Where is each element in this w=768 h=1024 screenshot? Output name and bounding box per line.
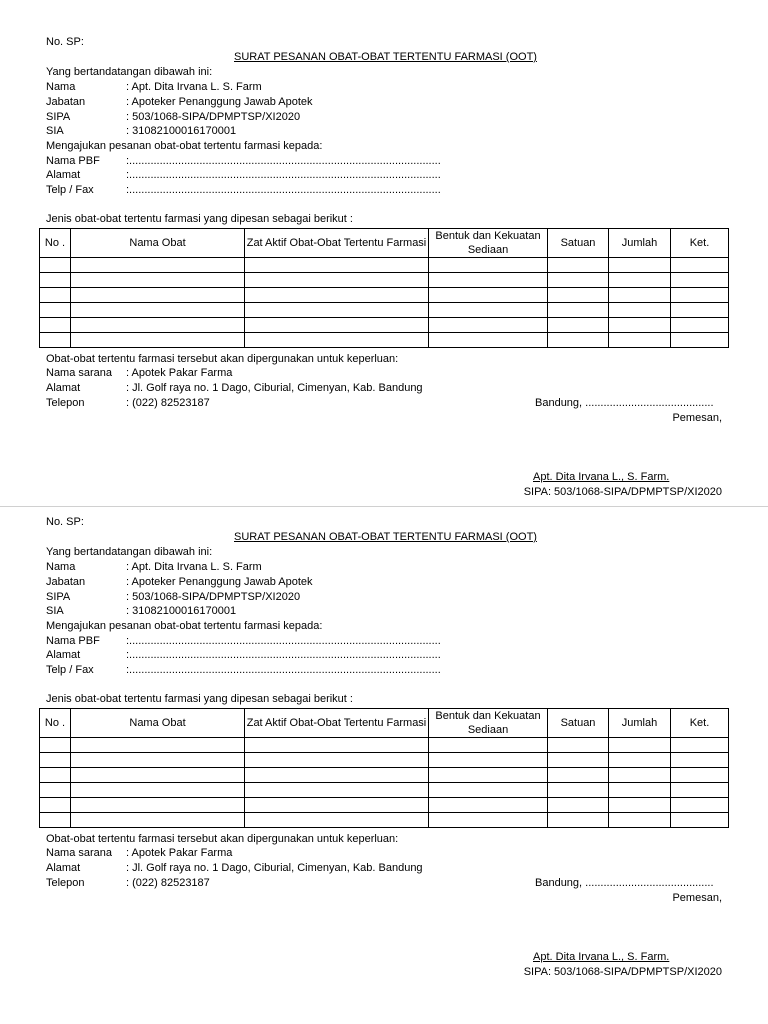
- signer-position-value: : Apoteker Penanggung Jawab Apotek: [126, 96, 313, 108]
- signer-sipa-value: : 503/1068-SIPA/DPMPTSP/XI2020: [126, 591, 301, 603]
- signer-sipa-label: SIPA: [46, 591, 71, 603]
- order-table: [39, 708, 729, 828]
- col-active-ingredient: Zat Aktif Obat-Obat Tertentu Farmasi: [245, 229, 429, 258]
- facility-address-value: : Jl. Golf raya no. 1 Dago, Ciburial, Cimenyan, Kab. Bandung: [126, 382, 423, 394]
- signer-position-label: Jabatan: [46, 96, 86, 108]
- order-form-1: [0, 0, 768, 483]
- signature-sipa-1: SIPA: 503/1068-SIPA/DPMPTSP/XI2020: [523, 486, 722, 498]
- pbf-phone-label: Telp / Fax: [46, 184, 94, 196]
- pbf-name-field: :......................................................................................................: [126, 635, 441, 647]
- form-title: SURAT PESANAN OBAT-OBAT TERTENTU FARMASI (OOT): [234, 531, 537, 543]
- signer-sia-value: : 31082100016170001: [126, 605, 237, 617]
- col-quantity: Jumlah: [609, 229, 671, 258]
- pbf-address-field: :......................................................................................................: [126, 649, 441, 661]
- table-row[interactable]: [40, 768, 729, 783]
- signature-name: Apt. Dita Irvana L., S. Farm.: [533, 471, 670, 483]
- facility-phone-label: Telepon: [46, 877, 85, 889]
- pbf-address-field: :......................................................................................................: [126, 169, 441, 181]
- facility-name-value: : Apotek Pakar Farma: [126, 367, 233, 379]
- table-row[interactable]: [40, 318, 729, 333]
- table-row[interactable]: [40, 258, 729, 273]
- facility-phone-value: : (022) 82523187: [126, 877, 210, 889]
- col-no: No .: [40, 709, 71, 738]
- orderer-label: Pemesan,: [672, 412, 722, 424]
- table-row[interactable]: [40, 783, 729, 798]
- pbf-name-label: Nama PBF: [46, 155, 100, 167]
- order-table: [39, 228, 729, 348]
- table-row[interactable]: [40, 333, 729, 348]
- pbf-name-label: Nama PBF: [46, 635, 100, 647]
- order-form-2: [0, 480, 768, 963]
- col-quantity: Jumlah: [609, 709, 671, 738]
- table-row[interactable]: [40, 288, 729, 303]
- facility-name-value: : Apotek Pakar Farma: [126, 847, 233, 859]
- signer-name-value: : Apt. Dita Irvana L. S. Farm: [126, 561, 262, 573]
- signer-position-value: : Apoteker Penanggung Jawab Apotek: [126, 576, 313, 588]
- pbf-address-label: Alamat: [46, 649, 81, 661]
- table-row[interactable]: [40, 303, 729, 318]
- no-sp-label: No. SP:: [46, 36, 84, 48]
- form-title: SURAT PESANAN OBAT-OBAT TERTENTU FARMASI (OOT): [234, 51, 537, 63]
- signature-name: Apt. Dita Irvana L., S. Farm.: [533, 951, 670, 963]
- signer-intro: Yang bertandatangan dibawah ini:: [46, 546, 213, 558]
- orderer-label: Pemesan,: [672, 892, 722, 904]
- table-row[interactable]: [40, 753, 729, 768]
- pbf-name-field: :......................................................................................................: [126, 155, 441, 167]
- signer-name-value: : Apt. Dita Irvana L. S. Farm: [126, 81, 262, 93]
- pbf-address-label: Alamat: [46, 169, 81, 181]
- signer-position-label: Jabatan: [46, 576, 86, 588]
- table-intro: Jenis obat-obat tertentu farmasi yang dipesan sebagai berikut :: [46, 213, 353, 225]
- col-drug-name: Nama Obat: [71, 229, 245, 258]
- facility-name-label: Nama sarana: [46, 367, 113, 379]
- signer-sipa-label: SIPA: [46, 111, 71, 123]
- table-intro: Jenis obat-obat tertentu farmasi yang dipesan sebagai berikut :: [46, 693, 353, 705]
- facility-phone-label: Telepon: [46, 397, 85, 409]
- signer-sipa-value: : 503/1068-SIPA/DPMPTSP/XI2020: [126, 111, 301, 123]
- pbf-phone-field: :......................................................................................................: [126, 184, 441, 196]
- pbf-phone-label: Telp / Fax: [46, 664, 94, 676]
- col-active-ingredient: Zat Aktif Obat-Obat Tertentu Farmasi: [245, 709, 429, 738]
- signer-sia-label: SIA: [46, 125, 64, 137]
- table-row[interactable]: [40, 798, 729, 813]
- col-dosage-form: Bentuk dan Kekuatan Sediaan: [429, 709, 548, 738]
- col-no: No .: [40, 229, 71, 258]
- signer-name-label: Nama: [46, 561, 76, 573]
- request-intro: Mengajukan pesanan obat-obat tertentu farmasi kepada:: [46, 140, 323, 152]
- col-note: Ket.: [671, 229, 729, 258]
- col-unit: Satuan: [548, 709, 609, 738]
- table-row[interactable]: [40, 738, 729, 753]
- no-sp-label: No. SP:: [46, 516, 84, 528]
- request-intro: Mengajukan pesanan obat-obat tertentu farmasi kepada:: [46, 620, 323, 632]
- place-date: Bandung, ..........................................: [535, 877, 714, 889]
- facility-phone-value: : (022) 82523187: [126, 397, 210, 409]
- table-header-row: [40, 229, 729, 258]
- signer-name-label: Nama: [46, 81, 76, 93]
- pbf-phone-field: :......................................................................................................: [126, 664, 441, 676]
- signature-sipa-2: SIPA: 503/1068-SIPA/DPMPTSP/XI2020: [523, 966, 722, 978]
- col-note: Ket.: [671, 709, 729, 738]
- table-header-row: [40, 709, 729, 738]
- facility-address-label: Alamat: [46, 862, 81, 874]
- place-date: Bandung, ..........................................: [535, 397, 714, 409]
- col-unit: Satuan: [548, 229, 609, 258]
- signer-sia-label: SIA: [46, 605, 64, 617]
- signer-sia-value: : 31082100016170001: [126, 125, 237, 137]
- table-row[interactable]: [40, 273, 729, 288]
- facility-address-label: Alamat: [46, 382, 81, 394]
- col-drug-name: Nama Obat: [71, 709, 245, 738]
- table-row[interactable]: [40, 813, 729, 828]
- signer-intro: Yang bertandatangan dibawah ini:: [46, 66, 213, 78]
- facility-address-value: : Jl. Golf raya no. 1 Dago, Ciburial, Cimenyan, Kab. Bandung: [126, 862, 423, 874]
- usage-intro: Obat-obat tertentu farmasi tersebut akan dipergunakan untuk keperluan:: [46, 353, 399, 365]
- usage-intro: Obat-obat tertentu farmasi tersebut akan dipergunakan untuk keperluan:: [46, 833, 399, 845]
- col-dosage-form: Bentuk dan Kekuatan Sediaan: [429, 229, 548, 258]
- facility-name-label: Nama sarana: [46, 847, 113, 859]
